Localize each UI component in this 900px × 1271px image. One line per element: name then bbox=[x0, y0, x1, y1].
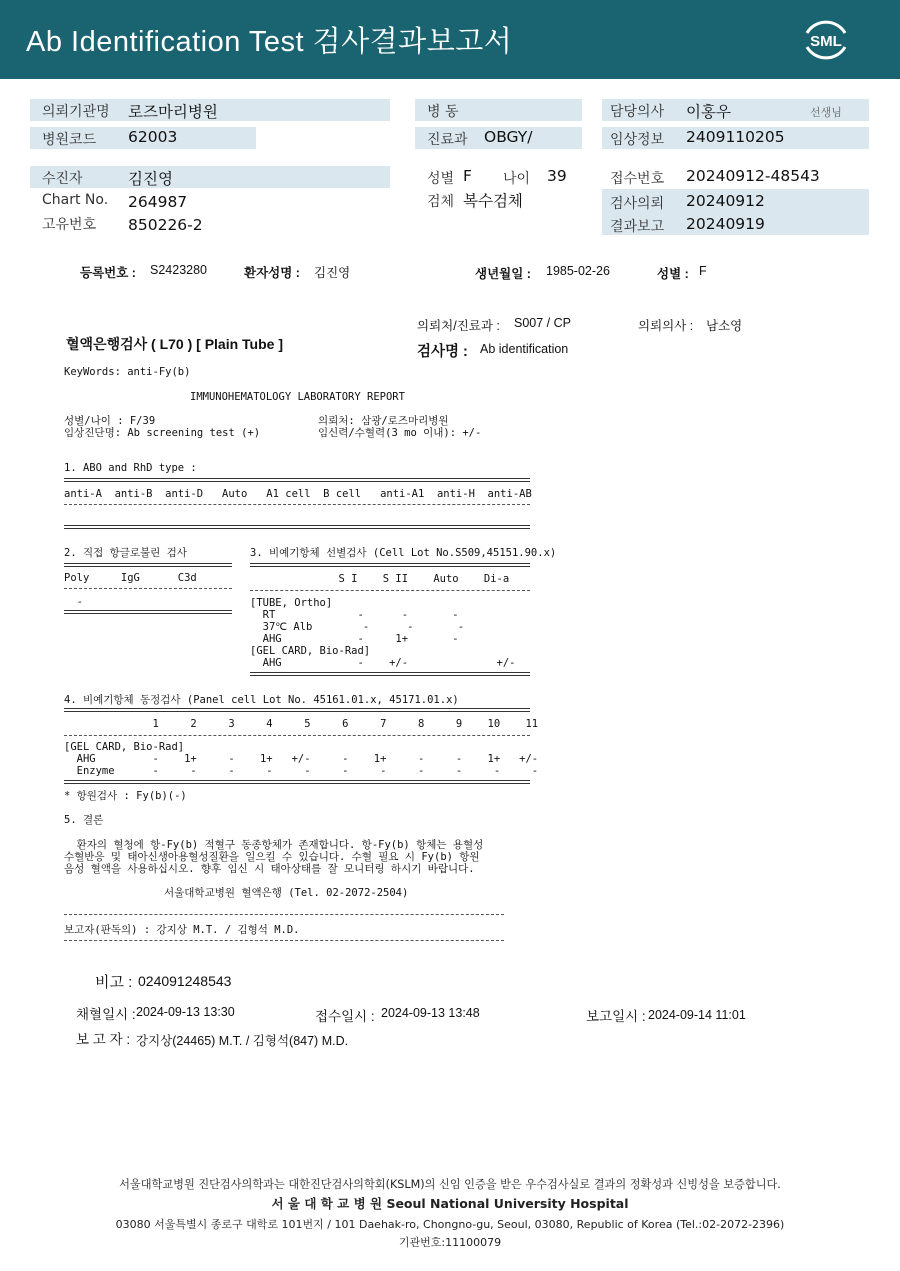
doctor-suffix: 선생님 bbox=[810, 106, 842, 119]
sex-label: 성별 bbox=[427, 171, 455, 187]
footer-institution-no: 기관번호:11100079 bbox=[398, 1236, 502, 1249]
scan-sex-label: 성별 : bbox=[657, 267, 689, 281]
ward-label: 병 동 bbox=[427, 104, 459, 120]
dob-label: 생년월일 : bbox=[475, 267, 531, 281]
request-value: 20240912 bbox=[686, 192, 765, 210]
uid-value: 850226-2 bbox=[128, 216, 203, 234]
specimen-label: 검체 bbox=[427, 194, 455, 210]
rep-value: 2024-09-14 11:01 bbox=[648, 1008, 746, 1022]
panel-row: [GEL CARD, Bio-Rad] bbox=[64, 741, 185, 753]
report-header bbox=[0, 0, 900, 79]
dat-value: - bbox=[64, 596, 83, 608]
dat-rule-bottom bbox=[64, 610, 232, 614]
dat-columns: Poly IgG C3d bbox=[64, 572, 197, 584]
req-label: 의뢰처/진료과 : bbox=[417, 319, 500, 333]
panel-columns: 1 2 3 4 5 6 7 8 9 10 11 bbox=[64, 718, 539, 730]
pregnancy: 임신력/수혈력(3 mo 이내): +/- bbox=[318, 427, 482, 439]
scan-sex-value: F bbox=[699, 264, 707, 278]
reporter-value: 강지상(24465) M.T. / 김형석(847) M.D. bbox=[136, 1034, 349, 1048]
antigen-test: * 항원검사 : Fy(b)(-) bbox=[64, 790, 187, 802]
abo-rule-top bbox=[64, 478, 530, 482]
logo-text: SML bbox=[810, 33, 842, 50]
dob-value: 1985-02-26 bbox=[546, 264, 610, 278]
code-label: 병원코드 bbox=[42, 132, 97, 148]
sex-age: 성별/나이 : F/39 bbox=[64, 415, 156, 427]
panel-rule-bottom bbox=[64, 780, 530, 784]
age-label: 나이 bbox=[503, 171, 531, 187]
footer-certification: 서울대학교병원 진단검사의학과는 대한진단검사의학회(KSLM)의 신임 인증을 받은 우수검사실로 결과의 정확성과 신빙성을 보증합니다. bbox=[119, 1178, 781, 1191]
dept-label: 진료과 bbox=[427, 132, 468, 148]
conclusion-line: 수혈반응 및 태아신생아용혈성질환을 일으킬 수 있습니다. 수혈 필요 시 Fy(b) 항원 bbox=[64, 851, 480, 863]
sml-logo bbox=[799, 13, 853, 67]
dept-value: OBGY/ bbox=[484, 128, 533, 146]
recv-label: 접수일시 : bbox=[315, 1009, 375, 1024]
report-title: Ab Identification Test 검사결과보고서 bbox=[26, 26, 513, 58]
name-value: 김진영 bbox=[314, 266, 351, 280]
screen-row: [GEL CARD, Bio-Rad] bbox=[250, 645, 371, 657]
panel-title: 4. 비예기항체 동정검사 (Panel cell Lot No. 45161.01.x, 45171.01.x) bbox=[64, 694, 459, 706]
keywords: KeyWords: anti-Fy(b) bbox=[64, 366, 191, 378]
panel-row: AHG - 1+ - 1+ +/- - 1+ - - 1+ +/- bbox=[64, 753, 539, 765]
screen-row: [TUBE, Ortho] bbox=[250, 597, 333, 609]
screen-rule-bottom bbox=[250, 672, 530, 676]
request-label: 검사의뢰 bbox=[610, 196, 665, 212]
code-value: 62003 bbox=[128, 128, 178, 146]
screen-row: 37℃ Alb - - - bbox=[250, 621, 465, 633]
doctor-value: 이홍우 bbox=[686, 103, 731, 121]
testname-label: 검사명 : bbox=[417, 344, 468, 360]
abo-title: 1. ABO and RhD type : bbox=[64, 462, 197, 474]
reg-value: S2423280 bbox=[150, 263, 208, 277]
receipt-value: 20240912-48543 bbox=[686, 167, 820, 185]
screen-row: AHG - 1+ - bbox=[250, 633, 459, 645]
conclusion-title: 5. 결론 bbox=[64, 814, 104, 826]
uid-label: 고유번호 bbox=[42, 217, 97, 233]
testname-value: Ab identification bbox=[480, 342, 569, 356]
report-value: 20240919 bbox=[686, 215, 765, 233]
lab-report-title: IMMUNOHEMATOLOGY LABORATORY REPORT bbox=[190, 391, 405, 403]
screen-rule-mid bbox=[250, 590, 530, 591]
screen-row: RT - - - bbox=[250, 609, 459, 621]
screen-title: 3. 비예기항체 선별검사 (Cell Lot No.S509,45151.90.x) bbox=[250, 547, 557, 559]
abo-rule-mid bbox=[64, 504, 530, 505]
blood-bank: 서울대학교병원 혈액은행 (Tel. 02-2072-2504) bbox=[164, 887, 409, 899]
draw-label: 채혈일시 : bbox=[76, 1007, 136, 1022]
name-label: 환자성명 : bbox=[244, 266, 300, 280]
footer-hospital-name: 서 울 대 학 교 병 원 Seoul National University Hospital bbox=[271, 1196, 629, 1211]
age-value: 39 bbox=[547, 167, 567, 185]
panel-row: Enzyme - - - - - - - - - - - bbox=[64, 765, 539, 777]
patient-label: 수진자 bbox=[42, 171, 83, 187]
recv-value: 2024-09-13 13:48 bbox=[381, 1006, 480, 1020]
screen-columns: S I S II Auto Di-a bbox=[250, 573, 510, 585]
report-label: 결과보고 bbox=[610, 219, 665, 235]
scan-reporter: 보고자(판독의) : 강지상 M.T. / 김형석 M.D. bbox=[64, 924, 300, 936]
client: 의뢰처: 삼광/로즈마리병원 bbox=[318, 415, 449, 427]
receipt-label: 접수번호 bbox=[610, 171, 665, 187]
panel-rule-mid bbox=[64, 735, 530, 736]
remark-value: 024091248543 bbox=[138, 973, 232, 989]
clinical-value: 2409110205 bbox=[686, 128, 785, 146]
footer-address: 03080 서울특별시 종로구 대학로 101번지 / 101 Daehak-ro, Chongno-gu, Seoul, 03080, Republic of Korea (Tel.:02-2072-2396) bbox=[115, 1218, 785, 1231]
chart-label: Chart No. bbox=[42, 192, 109, 208]
reporter-label: 보 고 자 : bbox=[76, 1032, 131, 1047]
remark-label: 비고 : bbox=[95, 974, 133, 991]
screen-rule-top bbox=[250, 563, 530, 567]
sex-value: F bbox=[463, 167, 472, 185]
clinical-label: 임상정보 bbox=[610, 132, 665, 148]
reporter-rule-top bbox=[64, 914, 504, 915]
test-title: 혈액은행검사 ( L70 ) [ Plain Tube ] bbox=[66, 336, 284, 352]
reg-label: 등록번호 : bbox=[80, 266, 136, 280]
hospital-value: 로즈마리병원 bbox=[128, 103, 218, 121]
reporter-rule-bottom bbox=[64, 940, 504, 941]
doctor-label: 담당의사 bbox=[610, 104, 665, 120]
dat-rule-mid bbox=[64, 588, 232, 589]
abo-columns: anti-A anti-B anti-D Auto A1 cell B cell anti-A1 anti-H anti-AB bbox=[64, 488, 532, 500]
panel-rule-top bbox=[64, 708, 530, 712]
chart-value: 264987 bbox=[128, 193, 188, 211]
draw-value: 2024-09-13 13:30 bbox=[136, 1005, 235, 1019]
reqdoc-label: 의뢰의사 : bbox=[638, 319, 694, 333]
dat-rule-top bbox=[64, 563, 232, 567]
specimen-value: 복수검체 bbox=[463, 192, 523, 210]
conclusion-line: 음성 혈액을 사용하십시오. 향후 임신 시 태아상태를 잘 모니터링 하시기 바랍니다. bbox=[64, 863, 475, 875]
conclusion-line: 환자의 혈청에 항-Fy(b) 적혈구 동종항체가 존재합니다. 항-Fy(b) 항체는 용혈성 bbox=[64, 839, 484, 851]
screen-row: AHG - +/- +/- bbox=[250, 657, 516, 669]
reqdoc-value: 남소영 bbox=[706, 319, 743, 333]
dat-title: 2. 직접 항글로불린 검사 bbox=[64, 547, 187, 559]
diagnosis: 임상진단명: Ab screening test (+) bbox=[64, 427, 261, 439]
patient-value: 김진영 bbox=[128, 170, 173, 188]
rep-label: 보고일시 : bbox=[586, 1009, 646, 1024]
hospital-label: 의뢰기관명 bbox=[42, 104, 110, 120]
abo-rule-bottom bbox=[64, 525, 530, 529]
patient-row bbox=[30, 166, 390, 188]
req-value: S007 / CP bbox=[514, 316, 571, 330]
